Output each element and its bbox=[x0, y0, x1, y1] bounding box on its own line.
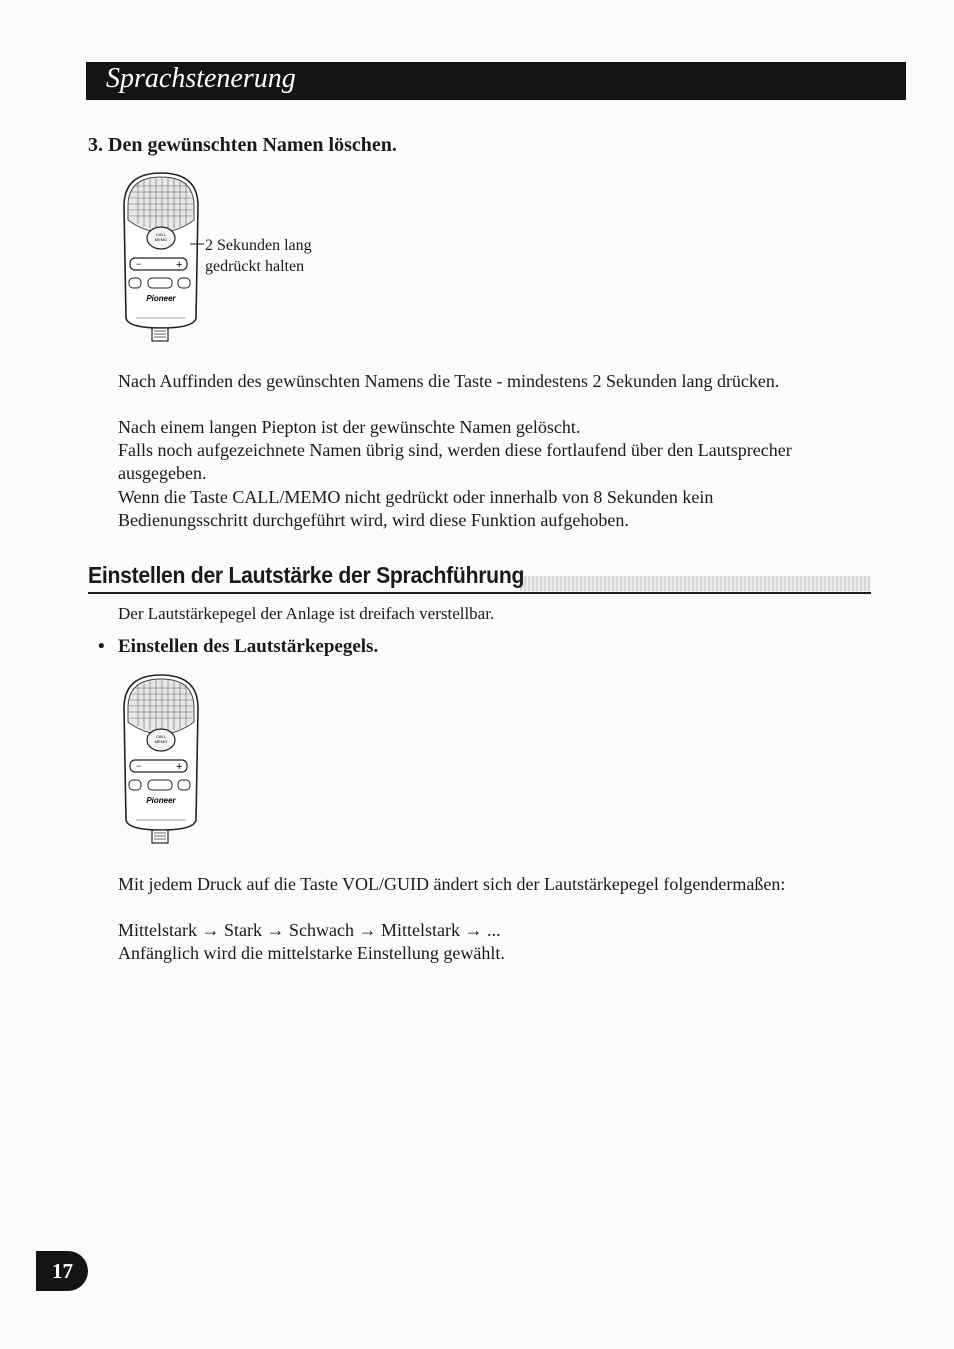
paragraph: Mit jedem Druck auf die Taste VOL/GUID ändert sich der Lautstärkepegel folgendermaßen: bbox=[118, 874, 786, 894]
paragraph: Mittelstark → Stark → Schwach → Mittelstark → ... bbox=[118, 920, 501, 940]
section-heading: Einstellen der Lautstärke der Sprachführung bbox=[88, 562, 525, 588]
section-heading-tint bbox=[520, 576, 870, 591]
callout-line: 2 Sekunden lang bbox=[205, 237, 312, 254]
svg-text:MEMO: MEMO bbox=[154, 739, 168, 744]
callout-text bbox=[205, 235, 312, 277]
svg-text:−: − bbox=[136, 761, 142, 771]
svg-text:Pioneer: Pioneer bbox=[146, 796, 176, 805]
svg-text:−: − bbox=[136, 259, 142, 269]
bullet-heading bbox=[98, 636, 378, 658]
paragraph: Falls noch aufgezeichnete Namen übrig sind, werden diese fortlaufend über den Lautsprecher ausgegeben. bbox=[118, 440, 792, 484]
bullet-heading-text: Einstellen des Lautstärkepegels. bbox=[118, 636, 379, 657]
header-title: Sprachstenerung bbox=[106, 63, 296, 94]
svg-text:CALL: CALL bbox=[155, 232, 167, 237]
section-rule bbox=[88, 592, 871, 594]
svg-text:Pioneer: Pioneer bbox=[146, 294, 176, 303]
paragraph: Nach einem langen Piepton ist der gewünschte Namen gelöscht. bbox=[118, 417, 581, 437]
section-intro: Der Lautstärkepegel der Anlage ist dreifach verstellbar. bbox=[118, 604, 495, 623]
page-number: 17 bbox=[36, 1251, 88, 1291]
paragraph: Anfänglich wird die mittelstarke Einstellung gewählt. bbox=[118, 943, 505, 963]
svg-text:+: + bbox=[176, 761, 183, 773]
paragraph: Nach Auffinden des gewünschten Namens die Taste - mindestens 2 Sekunden lang drücken. bbox=[118, 371, 780, 391]
bullet-dot: • bbox=[98, 636, 105, 657]
header-bar bbox=[86, 62, 906, 100]
step-heading: 3. Den gewünschten Namen löschen. bbox=[88, 134, 397, 156]
remote-control-icon bbox=[118, 170, 204, 342]
svg-text:+: + bbox=[176, 259, 183, 271]
paragraph: Wenn die Taste CALL/MEMO nicht gedrückt oder innerhalb von 8 Sekunden kein Bedienungsschritt durchgeführt wird, wird diese Funktion aufgehoben. bbox=[118, 487, 714, 531]
remote-control-icon bbox=[118, 672, 204, 844]
svg-text:CALL: CALL bbox=[155, 734, 167, 739]
callout-line: gedrückt halten bbox=[205, 258, 305, 275]
svg-text:MEMO: MEMO bbox=[154, 237, 168, 242]
